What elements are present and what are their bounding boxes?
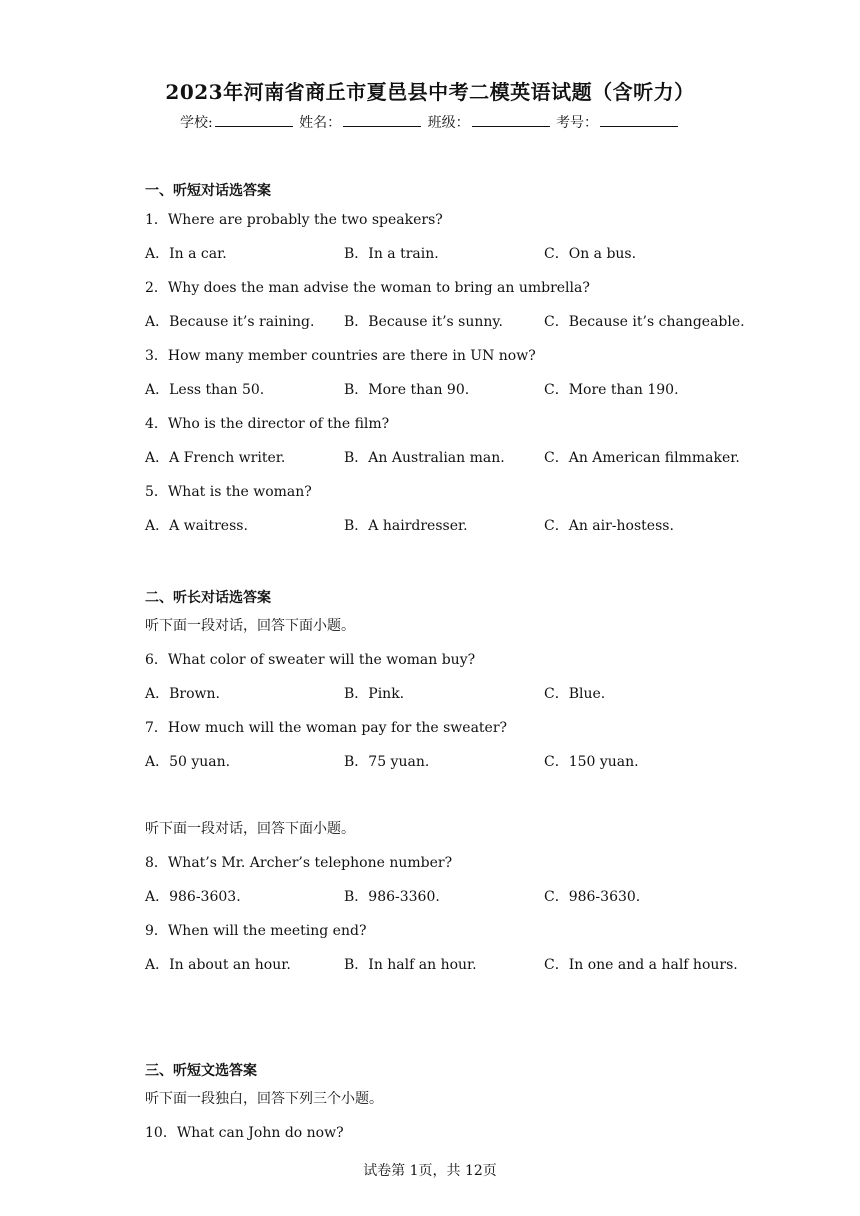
- school-label: 学校:: [179, 115, 213, 131]
- question-6-options: [145, 683, 765, 703]
- option-c: C．An American filmmaker.: [544, 450, 740, 466]
- option-c: C．986-3630.: [544, 889, 641, 905]
- question-4-options: [145, 447, 765, 467]
- section-3-title: 三、听短文选答案: [145, 1063, 257, 1079]
- option-b: B．Pink.: [344, 686, 405, 702]
- option-b: B．An Australian man.: [344, 450, 505, 466]
- option-a: A．A French writer.: [145, 450, 286, 466]
- option-a: A．In a car.: [145, 246, 227, 262]
- option-a: A．A waitress.: [145, 518, 248, 534]
- option-a: A．986-3603.: [145, 889, 241, 905]
- question-7: 7．How much will the woman pay for the sweater?: [145, 720, 508, 736]
- question-2-options: [145, 311, 765, 331]
- question-9: 9．When will the meeting end?: [145, 923, 367, 939]
- question-4: 4．Who is the director of the film?: [145, 416, 390, 432]
- question-8-options: [145, 886, 765, 906]
- school-blank: [215, 113, 293, 127]
- option-a: A．Because it’s raining.: [145, 314, 315, 330]
- option-c: C．On a bus.: [544, 246, 637, 262]
- option-a: A．Brown.: [145, 686, 220, 702]
- question-1: 1．Where are probably the two speakers?: [145, 212, 443, 228]
- question-8: 8．What’s Mr. Archer’s telephone number?: [145, 855, 453, 871]
- option-b: B．More than 90.: [344, 382, 470, 398]
- page-title: 2023年河南省商丘市夏邑县中考二模英语试题（含听力）: [165, 80, 695, 104]
- section-3-instruction: 听下面一段独白，回答下列三个小题。: [145, 1091, 383, 1107]
- option-b: B．In a train.: [344, 246, 439, 262]
- class-blank: [472, 113, 550, 127]
- option-a: A．50 yuan.: [145, 754, 231, 770]
- option-b: B．Because it’s sunny.: [344, 314, 503, 330]
- option-c: C．In one and a half hours.: [544, 957, 738, 973]
- option-c: C．Because it’s changeable.: [544, 314, 745, 330]
- option-a: A．In about an hour.: [145, 957, 291, 973]
- option-c: C．Blue.: [544, 686, 606, 702]
- question-5-options: [145, 515, 765, 535]
- option-b: B．986-3360.: [344, 889, 440, 905]
- section-2-instruction-2: 听下面一段对话，回答下面小题。: [145, 821, 355, 837]
- option-a: A．Less than 50.: [145, 382, 265, 398]
- name-label: 姓名：: [299, 115, 342, 131]
- option-b: B．A hairdresser.: [344, 518, 468, 534]
- option-b: B．In half an hour.: [344, 957, 477, 973]
- option-c: C．An air-hostess.: [544, 518, 674, 534]
- question-1-options: [145, 243, 765, 263]
- question-2: 2．Why does the man advise the woman to bring an umbrella?: [145, 280, 590, 296]
- page-footer: 试卷第 1页，共 12页: [363, 1163, 497, 1179]
- question-3-options: [145, 379, 765, 399]
- question-6: 6．What color of sweater will the woman buy?: [145, 652, 476, 668]
- exam-no-blank: [600, 113, 678, 127]
- section-2-instruction-1: 听下面一段对话，回答下面小题。: [145, 618, 355, 634]
- question-9-options: [145, 954, 765, 974]
- class-label: 班级：: [427, 115, 470, 131]
- student-info-line: [0, 112, 860, 132]
- question-10: 10．What can John do now?: [145, 1125, 344, 1141]
- section-2-title: 二、听长对话选答案: [145, 590, 271, 606]
- question-3: 3．How many member countries are there in UN now?: [145, 348, 536, 364]
- name-blank: [343, 113, 421, 127]
- exam-no-label: 考号：: [556, 115, 599, 131]
- option-c: C．150 yuan.: [544, 754, 639, 770]
- section-1-title: 一、听短对话选答案: [145, 183, 271, 199]
- question-7-options: [145, 751, 765, 771]
- question-5: 5．What is the woman?: [145, 484, 312, 500]
- option-b: B．75 yuan.: [344, 754, 430, 770]
- option-c: C．More than 190.: [544, 382, 679, 398]
